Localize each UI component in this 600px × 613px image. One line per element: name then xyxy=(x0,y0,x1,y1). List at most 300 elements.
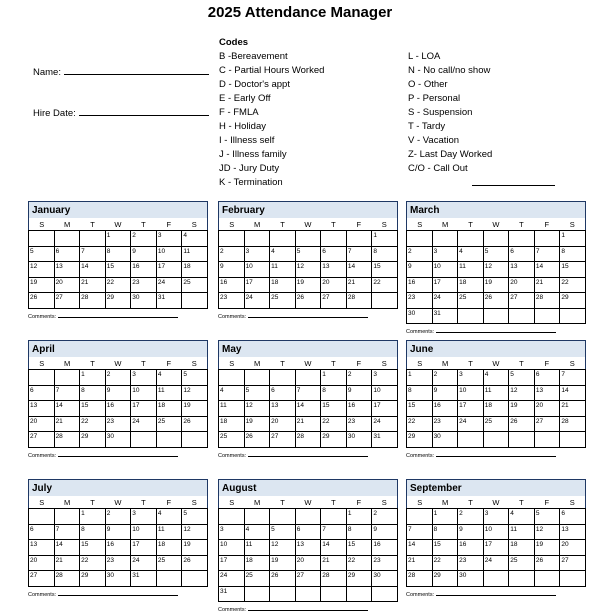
day-cell[interactable] xyxy=(182,293,208,309)
day-cell[interactable]: 26 xyxy=(182,556,208,572)
day-cell[interactable] xyxy=(484,231,510,247)
day-cell[interactable]: 2 xyxy=(372,509,398,525)
day-cell[interactable]: 26 xyxy=(245,432,271,448)
day-cell[interactable] xyxy=(560,432,586,448)
day-cell[interactable]: 7 xyxy=(55,386,81,402)
day-cell[interactable]: 21 xyxy=(296,417,322,433)
day-cell[interactable]: 16 xyxy=(433,401,459,417)
comments-line[interactable] xyxy=(58,456,178,457)
comments-field[interactable] xyxy=(28,453,208,459)
day-cell[interactable] xyxy=(484,571,510,587)
day-cell[interactable]: 6 xyxy=(55,247,81,263)
day-cell[interactable]: 21 xyxy=(535,278,561,294)
day-cell[interactable]: 5 xyxy=(29,247,55,263)
day-cell[interactable] xyxy=(245,509,271,525)
day-cell[interactable]: 22 xyxy=(560,278,586,294)
day-cell[interactable]: 6 xyxy=(509,247,535,263)
day-cell[interactable]: 29 xyxy=(347,571,373,587)
day-cell[interactable] xyxy=(458,309,484,325)
comments-line[interactable] xyxy=(58,595,178,596)
day-cell[interactable]: 28 xyxy=(55,432,81,448)
day-cell[interactable] xyxy=(458,432,484,448)
day-cell[interactable]: 29 xyxy=(407,432,433,448)
day-cell[interactable]: 13 xyxy=(509,262,535,278)
day-cell[interactable] xyxy=(270,509,296,525)
day-cell[interactable] xyxy=(219,509,245,525)
day-cell[interactable]: 4 xyxy=(484,370,510,386)
day-cell[interactable] xyxy=(157,432,183,448)
day-cell[interactable]: 1 xyxy=(433,509,459,525)
day-cell[interactable]: 9 xyxy=(433,386,459,402)
comments-line[interactable] xyxy=(436,332,556,333)
day-cell[interactable]: 15 xyxy=(106,262,132,278)
day-cell[interactable] xyxy=(55,509,81,525)
day-cell[interactable]: 31 xyxy=(131,571,157,587)
day-cell[interactable]: 14 xyxy=(560,386,586,402)
day-cell[interactable]: 31 xyxy=(157,293,183,309)
day-cell[interactable]: 14 xyxy=(80,262,106,278)
day-cell[interactable]: 22 xyxy=(106,278,132,294)
day-cell[interactable]: 20 xyxy=(296,556,322,572)
day-cell[interactable] xyxy=(29,231,55,247)
day-cell[interactable]: 19 xyxy=(270,556,296,572)
day-cell[interactable]: 31 xyxy=(433,309,459,325)
day-cell[interactable] xyxy=(347,231,373,247)
day-cell[interactable]: 28 xyxy=(321,571,347,587)
day-cell[interactable]: 2 xyxy=(433,370,459,386)
day-cell[interactable]: 18 xyxy=(157,401,183,417)
day-cell[interactable]: 8 xyxy=(321,386,347,402)
day-cell[interactable]: 1 xyxy=(372,231,398,247)
day-cell[interactable]: 29 xyxy=(321,432,347,448)
day-cell[interactable]: 16 xyxy=(458,540,484,556)
day-cell[interactable]: 5 xyxy=(484,247,510,263)
day-cell[interactable]: 6 xyxy=(535,370,561,386)
day-cell[interactable] xyxy=(270,587,296,603)
day-cell[interactable]: 17 xyxy=(433,278,459,294)
day-cell[interactable] xyxy=(182,432,208,448)
day-cell[interactable] xyxy=(182,571,208,587)
day-cell[interactable]: 14 xyxy=(321,540,347,556)
day-cell[interactable]: 29 xyxy=(560,293,586,309)
day-cell[interactable]: 14 xyxy=(55,540,81,556)
day-cell[interactable]: 11 xyxy=(157,386,183,402)
day-cell[interactable]: 1 xyxy=(347,509,373,525)
day-cell[interactable]: 12 xyxy=(296,262,322,278)
day-cell[interactable]: 12 xyxy=(182,525,208,541)
day-cell[interactable]: 6 xyxy=(29,525,55,541)
day-cell[interactable]: 12 xyxy=(245,401,271,417)
day-cell[interactable]: 20 xyxy=(55,278,81,294)
comments-field[interactable] xyxy=(28,592,208,598)
day-cell[interactable]: 29 xyxy=(433,571,459,587)
day-cell[interactable]: 26 xyxy=(535,556,561,572)
day-cell[interactable]: 13 xyxy=(535,386,561,402)
day-cell[interactable]: 6 xyxy=(321,247,347,263)
day-cell[interactable]: 16 xyxy=(407,278,433,294)
day-cell[interactable]: 24 xyxy=(157,278,183,294)
day-cell[interactable]: 19 xyxy=(29,278,55,294)
day-cell[interactable]: 19 xyxy=(535,540,561,556)
day-cell[interactable]: 13 xyxy=(29,401,55,417)
day-cell[interactable]: 24 xyxy=(219,571,245,587)
day-cell[interactable]: 17 xyxy=(131,401,157,417)
day-cell[interactable] xyxy=(55,370,81,386)
day-cell[interactable]: 16 xyxy=(219,278,245,294)
day-cell[interactable]: 22 xyxy=(80,417,106,433)
day-cell[interactable]: 13 xyxy=(270,401,296,417)
day-cell[interactable]: 11 xyxy=(270,262,296,278)
day-cell[interactable]: 10 xyxy=(245,262,271,278)
day-cell[interactable]: 20 xyxy=(535,401,561,417)
comments-field[interactable] xyxy=(218,607,398,613)
day-cell[interactable]: 16 xyxy=(106,401,132,417)
day-cell[interactable]: 25 xyxy=(157,556,183,572)
day-cell[interactable]: 11 xyxy=(219,401,245,417)
day-cell[interactable]: 25 xyxy=(509,556,535,572)
day-cell[interactable]: 25 xyxy=(270,293,296,309)
day-cell[interactable]: 12 xyxy=(270,540,296,556)
day-cell[interactable] xyxy=(296,587,322,603)
day-cell[interactable]: 28 xyxy=(296,432,322,448)
day-cell[interactable]: 10 xyxy=(131,525,157,541)
day-cell[interactable]: 15 xyxy=(372,262,398,278)
day-cell[interactable] xyxy=(55,231,81,247)
day-cell[interactable]: 22 xyxy=(433,556,459,572)
day-cell[interactable]: 31 xyxy=(372,432,398,448)
day-cell[interactable]: 18 xyxy=(509,540,535,556)
day-cell[interactable] xyxy=(509,309,535,325)
day-cell[interactable]: 24 xyxy=(372,417,398,433)
day-cell[interactable]: 6 xyxy=(296,525,322,541)
day-cell[interactable]: 1 xyxy=(80,370,106,386)
day-cell[interactable]: 9 xyxy=(106,386,132,402)
day-cell[interactable]: 17 xyxy=(458,401,484,417)
day-cell[interactable] xyxy=(484,432,510,448)
day-cell[interactable]: 17 xyxy=(372,401,398,417)
day-cell[interactable] xyxy=(296,231,322,247)
day-cell[interactable]: 27 xyxy=(55,293,81,309)
day-cell[interactable]: 10 xyxy=(484,525,510,541)
day-cell[interactable]: 4 xyxy=(245,525,271,541)
day-cell[interactable] xyxy=(535,309,561,325)
day-cell[interactable]: 21 xyxy=(321,556,347,572)
day-cell[interactable]: 27 xyxy=(535,417,561,433)
day-cell[interactable]: 22 xyxy=(80,556,106,572)
day-cell[interactable]: 6 xyxy=(560,509,586,525)
day-cell[interactable] xyxy=(131,432,157,448)
day-cell[interactable]: 25 xyxy=(245,571,271,587)
day-cell[interactable] xyxy=(560,571,586,587)
day-cell[interactable]: 20 xyxy=(29,556,55,572)
day-cell[interactable] xyxy=(219,231,245,247)
day-cell[interactable]: 7 xyxy=(296,386,322,402)
day-cell[interactable]: 18 xyxy=(270,278,296,294)
day-cell[interactable]: 25 xyxy=(182,278,208,294)
day-cell[interactable]: 4 xyxy=(157,509,183,525)
day-cell[interactable]: 11 xyxy=(157,525,183,541)
day-cell[interactable]: 28 xyxy=(535,293,561,309)
day-cell[interactable]: 21 xyxy=(55,556,81,572)
day-cell[interactable]: 26 xyxy=(296,293,322,309)
day-cell[interactable]: 5 xyxy=(296,247,322,263)
day-cell[interactable] xyxy=(509,571,535,587)
day-cell[interactable] xyxy=(321,231,347,247)
day-cell[interactable]: 21 xyxy=(560,401,586,417)
day-cell[interactable] xyxy=(270,370,296,386)
day-cell[interactable]: 26 xyxy=(182,417,208,433)
day-cell[interactable]: 29 xyxy=(106,293,132,309)
day-cell[interactable]: 26 xyxy=(29,293,55,309)
day-cell[interactable]: 8 xyxy=(560,247,586,263)
day-cell[interactable]: 3 xyxy=(245,247,271,263)
day-cell[interactable]: 19 xyxy=(484,278,510,294)
day-cell[interactable] xyxy=(560,309,586,325)
day-cell[interactable]: 4 xyxy=(182,231,208,247)
day-cell[interactable]: 8 xyxy=(80,525,106,541)
day-cell[interactable]: 14 xyxy=(55,401,81,417)
day-cell[interactable]: 5 xyxy=(182,509,208,525)
day-cell[interactable]: 18 xyxy=(157,540,183,556)
day-cell[interactable]: 31 xyxy=(219,587,245,603)
day-cell[interactable] xyxy=(458,231,484,247)
day-cell[interactable]: 25 xyxy=(484,417,510,433)
day-cell[interactable]: 7 xyxy=(321,525,347,541)
day-cell[interactable]: 18 xyxy=(484,401,510,417)
day-cell[interactable]: 3 xyxy=(131,370,157,386)
day-cell[interactable] xyxy=(270,231,296,247)
day-cell[interactable]: 27 xyxy=(321,293,347,309)
day-cell[interactable]: 7 xyxy=(347,247,373,263)
day-cell[interactable]: 2 xyxy=(131,231,157,247)
day-cell[interactable]: 9 xyxy=(407,262,433,278)
comments-field[interactable] xyxy=(406,592,586,598)
day-cell[interactable]: 1 xyxy=(407,370,433,386)
day-cell[interactable]: 21 xyxy=(55,417,81,433)
day-cell[interactable]: 22 xyxy=(347,556,373,572)
day-cell[interactable]: 3 xyxy=(458,370,484,386)
day-cell[interactable]: 19 xyxy=(245,417,271,433)
day-cell[interactable]: 24 xyxy=(484,556,510,572)
day-cell[interactable]: 24 xyxy=(433,293,459,309)
day-cell[interactable]: 21 xyxy=(347,278,373,294)
day-cell[interactable]: 8 xyxy=(372,247,398,263)
hire-date-line[interactable] xyxy=(79,107,209,116)
day-cell[interactable]: 12 xyxy=(182,386,208,402)
day-cell[interactable]: 7 xyxy=(560,370,586,386)
day-cell[interactable]: 20 xyxy=(509,278,535,294)
day-cell[interactable] xyxy=(407,509,433,525)
day-cell[interactable]: 1 xyxy=(321,370,347,386)
day-cell[interactable]: 24 xyxy=(131,556,157,572)
day-cell[interactable]: 17 xyxy=(131,540,157,556)
day-cell[interactable]: 15 xyxy=(80,401,106,417)
day-cell[interactable]: 20 xyxy=(29,417,55,433)
day-cell[interactable]: 9 xyxy=(347,386,373,402)
day-cell[interactable]: 16 xyxy=(131,262,157,278)
day-cell[interactable]: 23 xyxy=(458,556,484,572)
day-cell[interactable]: 25 xyxy=(458,293,484,309)
day-cell[interactable]: 20 xyxy=(321,278,347,294)
day-cell[interactable]: 28 xyxy=(347,293,373,309)
comments-line[interactable] xyxy=(58,317,178,318)
day-cell[interactable]: 24 xyxy=(458,417,484,433)
day-cell[interactable] xyxy=(535,432,561,448)
day-cell[interactable]: 20 xyxy=(560,540,586,556)
day-cell[interactable]: 14 xyxy=(347,262,373,278)
comments-field[interactable] xyxy=(28,314,208,320)
day-cell[interactable]: 10 xyxy=(157,247,183,263)
day-cell[interactable]: 23 xyxy=(372,556,398,572)
custom-code-line[interactable] xyxy=(472,185,555,186)
day-cell[interactable]: 3 xyxy=(157,231,183,247)
day-cell[interactable]: 23 xyxy=(131,278,157,294)
day-cell[interactable]: 27 xyxy=(29,571,55,587)
day-cell[interactable]: 1 xyxy=(80,509,106,525)
day-cell[interactable]: 15 xyxy=(407,401,433,417)
day-cell[interactable]: 10 xyxy=(458,386,484,402)
day-cell[interactable]: 12 xyxy=(29,262,55,278)
day-cell[interactable]: 11 xyxy=(182,247,208,263)
day-cell[interactable]: 16 xyxy=(347,401,373,417)
day-cell[interactable]: 16 xyxy=(106,540,132,556)
day-cell[interactable]: 18 xyxy=(182,262,208,278)
comments-line[interactable] xyxy=(436,595,556,596)
day-cell[interactable]: 30 xyxy=(372,571,398,587)
day-cell[interactable]: 4 xyxy=(509,509,535,525)
day-cell[interactable]: 18 xyxy=(245,556,271,572)
day-cell[interactable] xyxy=(245,231,271,247)
day-cell[interactable]: 25 xyxy=(157,417,183,433)
day-cell[interactable] xyxy=(535,231,561,247)
day-cell[interactable]: 2 xyxy=(458,509,484,525)
day-cell[interactable]: 17 xyxy=(484,540,510,556)
day-cell[interactable] xyxy=(321,587,347,603)
day-cell[interactable]: 14 xyxy=(535,262,561,278)
day-cell[interactable]: 4 xyxy=(219,386,245,402)
day-cell[interactable] xyxy=(509,432,535,448)
day-cell[interactable]: 7 xyxy=(55,525,81,541)
day-cell[interactable]: 15 xyxy=(560,262,586,278)
day-cell[interactable]: 13 xyxy=(55,262,81,278)
day-cell[interactable]: 12 xyxy=(484,262,510,278)
day-cell[interactable]: 28 xyxy=(560,417,586,433)
day-cell[interactable]: 7 xyxy=(407,525,433,541)
day-cell[interactable]: 26 xyxy=(484,293,510,309)
day-cell[interactable]: 11 xyxy=(245,540,271,556)
day-cell[interactable]: 26 xyxy=(270,571,296,587)
day-cell[interactable]: 2 xyxy=(407,247,433,263)
day-cell[interactable]: 30 xyxy=(131,293,157,309)
day-cell[interactable]: 30 xyxy=(347,432,373,448)
day-cell[interactable]: 3 xyxy=(484,509,510,525)
day-cell[interactable]: 13 xyxy=(296,540,322,556)
day-cell[interactable]: 11 xyxy=(458,262,484,278)
day-cell[interactable]: 3 xyxy=(131,509,157,525)
day-cell[interactable]: 5 xyxy=(270,525,296,541)
name-line[interactable] xyxy=(64,66,209,75)
day-cell[interactable]: 27 xyxy=(296,571,322,587)
day-cell[interactable] xyxy=(219,370,245,386)
day-cell[interactable]: 30 xyxy=(433,432,459,448)
day-cell[interactable]: 23 xyxy=(347,417,373,433)
day-cell[interactable]: 2 xyxy=(106,370,132,386)
day-cell[interactable] xyxy=(321,509,347,525)
day-cell[interactable]: 3 xyxy=(433,247,459,263)
day-cell[interactable]: 21 xyxy=(80,278,106,294)
day-cell[interactable]: 22 xyxy=(321,417,347,433)
comments-line[interactable] xyxy=(436,456,556,457)
day-cell[interactable]: 14 xyxy=(296,401,322,417)
day-cell[interactable]: 12 xyxy=(509,386,535,402)
day-cell[interactable] xyxy=(157,571,183,587)
day-cell[interactable]: 13 xyxy=(321,262,347,278)
day-cell[interactable]: 8 xyxy=(407,386,433,402)
day-cell[interactable]: 5 xyxy=(245,386,271,402)
day-cell[interactable]: 20 xyxy=(270,417,296,433)
day-cell[interactable]: 30 xyxy=(106,571,132,587)
day-cell[interactable]: 15 xyxy=(433,540,459,556)
day-cell[interactable]: 29 xyxy=(80,571,106,587)
day-cell[interactable] xyxy=(245,587,271,603)
day-cell[interactable]: 5 xyxy=(509,370,535,386)
day-cell[interactable]: 23 xyxy=(433,417,459,433)
day-cell[interactable]: 23 xyxy=(219,293,245,309)
day-cell[interactable]: 13 xyxy=(29,540,55,556)
day-cell[interactable]: 9 xyxy=(219,262,245,278)
day-cell[interactable]: 24 xyxy=(245,293,271,309)
day-cell[interactable]: 10 xyxy=(372,386,398,402)
day-cell[interactable]: 15 xyxy=(347,540,373,556)
comments-line[interactable] xyxy=(248,610,368,611)
day-cell[interactable] xyxy=(509,231,535,247)
day-cell[interactable]: 9 xyxy=(458,525,484,541)
day-cell[interactable]: 27 xyxy=(560,556,586,572)
day-cell[interactable]: 19 xyxy=(296,278,322,294)
day-cell[interactable]: 25 xyxy=(219,432,245,448)
comments-field[interactable] xyxy=(406,329,586,335)
day-cell[interactable]: 28 xyxy=(55,571,81,587)
day-cell[interactable] xyxy=(296,370,322,386)
day-cell[interactable]: 30 xyxy=(106,432,132,448)
day-cell[interactable]: 17 xyxy=(157,262,183,278)
day-cell[interactable]: 9 xyxy=(131,247,157,263)
comments-field[interactable] xyxy=(406,453,586,459)
day-cell[interactable]: 15 xyxy=(80,540,106,556)
day-cell[interactable]: 8 xyxy=(347,525,373,541)
day-cell[interactable] xyxy=(80,231,106,247)
day-cell[interactable]: 19 xyxy=(182,540,208,556)
day-cell[interactable] xyxy=(484,309,510,325)
day-cell[interactable]: 18 xyxy=(219,417,245,433)
day-cell[interactable] xyxy=(433,231,459,247)
day-cell[interactable]: 15 xyxy=(321,401,347,417)
day-cell[interactable]: 30 xyxy=(407,309,433,325)
day-cell[interactable]: 10 xyxy=(433,262,459,278)
day-cell[interactable]: 16 xyxy=(372,540,398,556)
day-cell[interactable]: 27 xyxy=(509,293,535,309)
day-cell[interactable] xyxy=(245,370,271,386)
day-cell[interactable]: 12 xyxy=(535,525,561,541)
day-cell[interactable]: 17 xyxy=(219,556,245,572)
day-cell[interactable]: 1 xyxy=(106,231,132,247)
day-cell[interactable]: 19 xyxy=(182,401,208,417)
day-cell[interactable]: 3 xyxy=(219,525,245,541)
comments-line[interactable] xyxy=(248,317,368,318)
day-cell[interactable]: 2 xyxy=(106,509,132,525)
comments-field[interactable] xyxy=(218,453,398,459)
day-cell[interactable]: 7 xyxy=(80,247,106,263)
